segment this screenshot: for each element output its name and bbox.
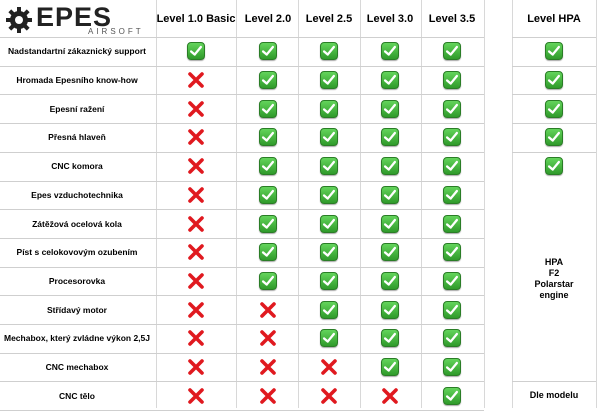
cross-icon — [381, 387, 399, 405]
feature-label: Mechabox, který zvládne výkon 2,5J — [4, 333, 150, 344]
checkmark-icon — [443, 186, 461, 204]
checkmark-icon — [259, 128, 277, 146]
checkmark-icon — [187, 42, 205, 60]
checkmark-icon — [320, 215, 338, 233]
epes-logo — [4, 3, 154, 37]
checkmark-icon — [381, 128, 399, 146]
checkmark-icon — [259, 157, 277, 175]
feature-label: Střídavý motor — [47, 304, 107, 315]
checkmark-icon — [259, 100, 277, 118]
column-divider — [484, 0, 485, 408]
cross-icon — [259, 387, 277, 405]
checkmark-icon — [259, 71, 277, 89]
column-divider — [156, 0, 157, 408]
cross-icon — [320, 387, 338, 405]
checkmark-icon — [443, 272, 461, 290]
checkmark-icon — [381, 157, 399, 175]
cross-icon — [187, 387, 205, 405]
checkmark-icon — [381, 42, 399, 60]
checkmark-icon — [259, 186, 277, 204]
checkmark-icon — [381, 272, 399, 290]
column-divider — [360, 0, 361, 408]
cross-icon — [187, 272, 205, 290]
checkmark-icon — [545, 71, 563, 89]
checkmark-icon — [381, 329, 399, 347]
checkmark-icon — [381, 100, 399, 118]
checkmark-icon — [259, 243, 277, 261]
checkmark-icon — [443, 358, 461, 376]
checkmark-icon — [545, 100, 563, 118]
column-header: Level 2.5 — [305, 12, 353, 25]
checkmark-icon — [320, 272, 338, 290]
checkmark-icon — [320, 71, 338, 89]
feature-label: Epesní ražení — [49, 103, 105, 114]
cross-icon — [259, 358, 277, 376]
column-divider — [421, 0, 422, 408]
feature-label: Hromada Epesního know-how — [16, 75, 138, 86]
cross-icon — [187, 186, 205, 204]
gear-logo-icon — [6, 7, 32, 33]
row-divider — [512, 66, 596, 67]
column-header: Level 3.5 — [428, 12, 476, 25]
feature-label: Epes vzduchotechnika — [31, 189, 123, 200]
checkmark-icon — [320, 243, 338, 261]
checkmark-icon — [545, 157, 563, 175]
cross-icon — [187, 358, 205, 376]
column-header: Level 3.0 — [366, 12, 414, 25]
checkmark-icon — [443, 387, 461, 405]
hpa-engine-line: F2 — [548, 267, 560, 278]
checkmark-icon — [320, 157, 338, 175]
checkmark-icon — [443, 215, 461, 233]
cross-icon — [187, 71, 205, 89]
checkmark-icon — [381, 186, 399, 204]
feature-label: Píst s celokovovým ozubením — [16, 247, 138, 258]
checkmark-icon — [443, 329, 461, 347]
checkmark-icon — [443, 157, 461, 175]
checkmark-icon — [320, 100, 338, 118]
checkmark-icon — [320, 329, 338, 347]
checkmark-icon — [320, 186, 338, 204]
checkmark-icon — [381, 358, 399, 376]
checkmark-icon — [381, 215, 399, 233]
column-divider — [236, 0, 237, 408]
checkmark-icon — [545, 128, 563, 146]
logo-subtitle: AIRSOFT — [88, 27, 144, 36]
cross-icon — [259, 301, 277, 319]
logo-wordmark: EPES — [36, 2, 113, 32]
column-divider — [596, 0, 597, 408]
hpa-engine-line: HPA — [544, 256, 564, 267]
checkmark-icon — [443, 71, 461, 89]
feature-label: Nadstandartní zákaznický support — [8, 46, 146, 57]
checkmark-icon — [259, 42, 277, 60]
checkmark-icon — [443, 243, 461, 261]
row-divider — [512, 37, 596, 38]
cross-icon — [187, 329, 205, 347]
checkmark-icon — [259, 215, 277, 233]
hpa-column-header: Level HPA — [527, 12, 581, 25]
cross-icon — [187, 100, 205, 118]
cross-icon — [187, 215, 205, 233]
column-header: Level 2.0 — [244, 12, 292, 25]
checkmark-icon — [443, 301, 461, 319]
checkmark-icon — [443, 100, 461, 118]
row-divider — [512, 123, 596, 124]
feature-label: CNC mechabox — [45, 362, 109, 373]
cross-icon — [187, 243, 205, 261]
cross-icon — [320, 358, 338, 376]
cross-icon — [187, 157, 205, 175]
feature-label: Přesná hlaveň — [48, 132, 106, 143]
row-divider — [512, 152, 596, 153]
cross-icon — [259, 329, 277, 347]
hpa-engine-text — [512, 257, 596, 301]
feature-label: Zátěžová ocelová kola — [32, 218, 122, 229]
cross-icon — [187, 301, 205, 319]
checkmark-icon — [259, 272, 277, 290]
checkmark-icon — [320, 128, 338, 146]
cross-icon — [187, 128, 205, 146]
feature-label: Procesorovka — [48, 275, 106, 286]
column-divider — [512, 0, 513, 408]
checkmark-icon — [320, 301, 338, 319]
hpa-last-row-text: Dle modelu — [529, 389, 579, 400]
row-divider — [512, 94, 596, 95]
feature-label: CNC komora — [51, 161, 103, 172]
hpa-engine-line: engine — [539, 289, 569, 300]
hpa-engine-line: Polarstar — [534, 278, 574, 289]
column-divider — [298, 0, 299, 408]
checkmark-icon — [320, 42, 338, 60]
checkmark-icon — [381, 301, 399, 319]
column-header: Level 1.0 Basic — [156, 12, 236, 25]
checkmark-icon — [443, 42, 461, 60]
checkmark-icon — [443, 128, 461, 146]
checkmark-icon — [381, 71, 399, 89]
row-divider — [512, 381, 596, 382]
checkmark-icon — [381, 243, 399, 261]
checkmark-icon — [545, 42, 563, 60]
feature-label: CNC tělo — [59, 390, 95, 401]
